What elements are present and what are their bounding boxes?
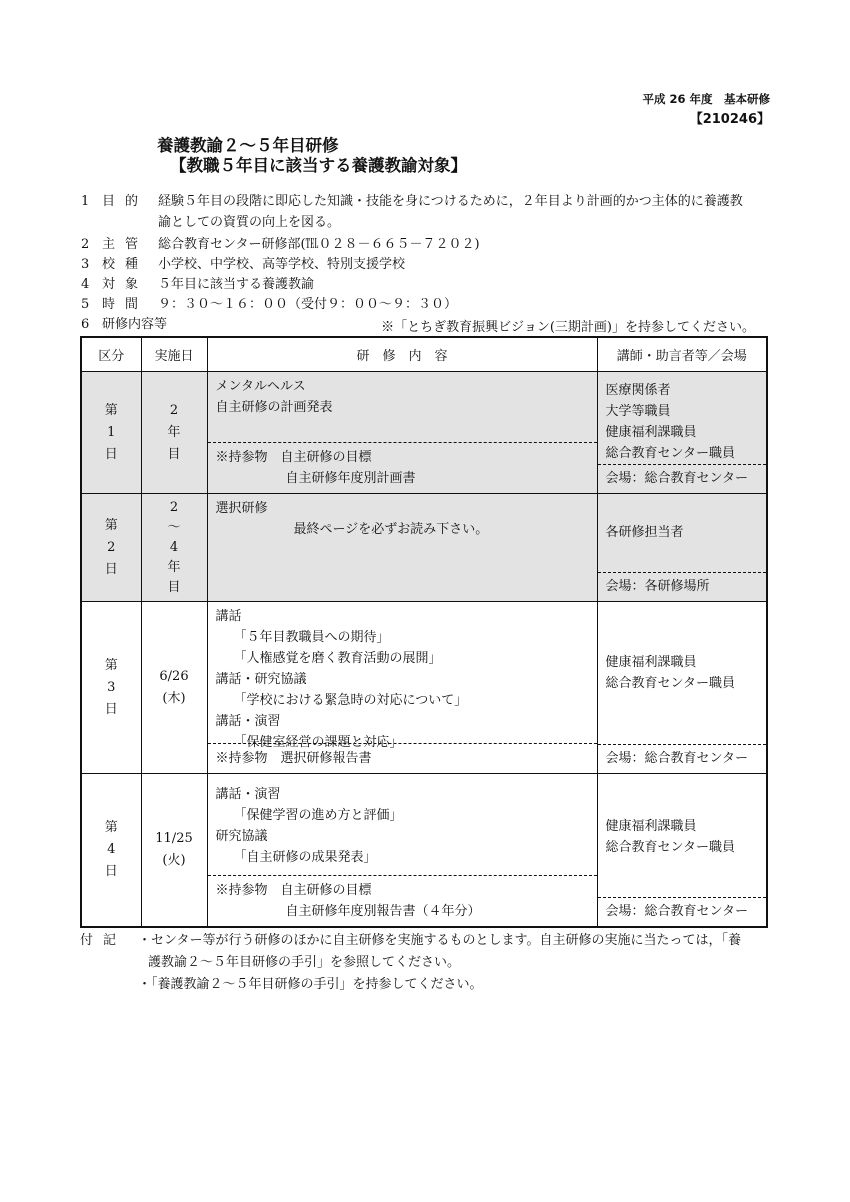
- lecturer-list: [606, 816, 763, 858]
- lecturer-list: [606, 652, 763, 694]
- item-number: 6: [81, 317, 90, 332]
- content-line: メンタルヘルス: [215, 379, 306, 394]
- notes-body: [138, 930, 778, 974]
- date-text: 目: [167, 579, 181, 595]
- note-line: ・センター等が行う研修のほかに自主研修を実施するものとします。自主研修の実施に当たっては，「養: [138, 933, 741, 948]
- header-category: 区分: [81, 337, 141, 372]
- content-line: ※持参物 自主研修の目標: [215, 450, 372, 465]
- content-lower: [208, 875, 597, 926]
- content-line: 講話: [215, 609, 242, 624]
- table-row: [81, 372, 767, 494]
- content-line: 講話・演習: [215, 714, 281, 729]
- date-cell: [141, 602, 207, 774]
- item-number: 3: [81, 257, 90, 272]
- content-line: 最終ページを必ずお読み下さい。: [293, 522, 489, 537]
- lecturer-line: 総合教育センター職員: [605, 840, 735, 855]
- category-text: 第: [104, 402, 118, 418]
- date-cell: [141, 494, 207, 602]
- content-line: 「自主研修の成果発表」: [233, 850, 377, 865]
- content-line: ※持参物 選択研修報告書: [215, 751, 372, 766]
- category-text: 日: [104, 561, 118, 577]
- content-lower: [208, 743, 597, 773]
- date-text: 6/26: [159, 668, 189, 684]
- content-cell: [207, 774, 597, 927]
- lecturer-line: 健康福利課職員: [605, 425, 697, 440]
- lecturer-line: 総合教育センター職員: [605, 676, 735, 691]
- item-text: ５年目に該当する養護教諭: [158, 277, 315, 292]
- item-text: 小学校、中学校、高等学校、特別支援学校: [158, 257, 406, 272]
- content-line: 自主研修の計画発表: [215, 400, 333, 415]
- date-cell: [141, 372, 207, 494]
- category-cell: [81, 494, 141, 602]
- content-cell: [207, 372, 597, 494]
- lecturer-line: 各研修担当者: [605, 525, 684, 540]
- item-text: 総合教育センター研修部(℡０２８－６６５－７２０２): [158, 237, 480, 252]
- date-text: (火): [162, 852, 186, 868]
- content-line: 「学校における緊急時の対応について」: [233, 693, 468, 708]
- lecturer-cell: [597, 774, 767, 927]
- note-line: 護教諭２～５年目研修の手引」を参照してください。: [148, 955, 461, 970]
- date-text: 2: [169, 402, 179, 418]
- item-number: 2: [81, 237, 90, 252]
- category-text: 第: [104, 517, 118, 533]
- lecturer-line: 医療関係者: [605, 383, 671, 398]
- date-text: 2: [169, 499, 179, 515]
- item-label: 目的: [102, 194, 149, 209]
- content-line: 「人権感覚を磨く教育活動の展開」: [233, 651, 442, 666]
- content-lower: [208, 442, 597, 493]
- item-number: 4: [81, 277, 90, 292]
- table-row: [81, 602, 767, 774]
- category-text: 第: [104, 657, 118, 673]
- lecturer-line: 健康福利課職員: [605, 655, 697, 670]
- item-label: 校種: [102, 257, 149, 272]
- item-text: 経験５年目の段階に即応した知識・技能を身につけるために，２年目より計画的かつ主体的に養護教: [158, 194, 743, 209]
- table-header-row: [81, 337, 767, 372]
- page-title: 養護教諭２～５年目研修: [157, 136, 339, 155]
- category-text: 日: [104, 863, 118, 879]
- lecturer-list: [606, 380, 763, 464]
- date-cell: [141, 774, 207, 927]
- lecturer-cell: [597, 494, 767, 602]
- content-cell: [207, 602, 597, 774]
- date-text: 〜: [167, 519, 181, 535]
- date-text: 4: [169, 539, 179, 555]
- item-label: 時間: [102, 297, 149, 312]
- category-cell: [81, 372, 141, 494]
- table-row: [81, 774, 767, 927]
- content-line: 自主研修年度別計画書: [285, 471, 416, 486]
- item-number: 1: [81, 194, 90, 209]
- date-text: 年: [167, 559, 181, 575]
- content-upper: [216, 606, 593, 753]
- header-date: 実施日: [141, 337, 207, 372]
- category-cell: [81, 602, 141, 774]
- content-upper: [216, 498, 593, 540]
- item-label: 研修内容等: [102, 317, 168, 332]
- category-text: 日: [104, 701, 118, 717]
- item-number: 5: [81, 297, 90, 312]
- item-label: 主管: [102, 237, 149, 252]
- lecturer-line: 大学等職員: [605, 404, 671, 419]
- category-text: 4: [107, 841, 116, 857]
- date-text: 年: [167, 424, 181, 440]
- content-line: 自主研修年度別報告書（４年分）: [285, 903, 481, 919]
- item6-note: ※「とちぎ教育振興ビジョン(三期計画)」を持参してください。: [381, 320, 755, 335]
- header-lecturer: 講師・助言者等／会場: [597, 337, 767, 372]
- notes-label: 付記: [80, 933, 127, 948]
- date-text: (木): [162, 690, 186, 706]
- content-upper: [216, 784, 593, 868]
- category-text: 3: [107, 679, 116, 695]
- content-line: 講話・演習: [215, 787, 281, 802]
- category-text: 第: [104, 819, 118, 835]
- category-text: 1: [107, 424, 116, 440]
- table-row: [81, 494, 767, 602]
- lecturer-cell: [597, 602, 767, 774]
- content-line: 選択研修: [215, 501, 268, 516]
- content-line: 「保健学習の進め方と評価」: [233, 808, 403, 823]
- category-text: 2: [107, 539, 116, 555]
- lecturer-line: 健康福利課職員: [605, 819, 697, 834]
- venue: 会場：各研修場所: [598, 572, 767, 601]
- date-text: 目: [167, 446, 181, 462]
- lecturer-cell: [597, 372, 767, 494]
- venue: 会場：総合教育センター: [598, 897, 767, 926]
- item-text: ９：３０～１６：００（受付９：００～９：３０）: [158, 297, 458, 312]
- content-line: ※持参物 自主研修の目標: [215, 882, 372, 898]
- category-cell: [81, 774, 141, 927]
- content-line: 「５年目教職員への期待」: [233, 630, 390, 645]
- venue: 会場：総合教育センター: [598, 464, 767, 493]
- note-line: ・「養護教諭２～５年目研修の手引」を持参してください。: [138, 977, 483, 992]
- fiscal-year-line: 平成 26 年度 基本研修: [642, 92, 770, 106]
- venue: 会場：総合教育センター: [598, 744, 767, 773]
- lecturer-list: [606, 522, 763, 543]
- category-text: 日: [104, 446, 118, 462]
- content-cell: [207, 494, 597, 602]
- schedule-table: [80, 336, 768, 928]
- notes-body-2: [138, 974, 778, 996]
- page-subtitle: 【教職５年目に該当する養護教諭対象】: [170, 156, 467, 175]
- header-content: 研 修 内 容: [207, 337, 597, 372]
- content-line: 講話・研究協議: [215, 672, 307, 687]
- course-code: 【210246】: [689, 112, 770, 127]
- date-text: 11/25: [155, 830, 193, 846]
- item-label: 対象: [102, 277, 149, 292]
- content-upper: [216, 376, 593, 418]
- lecturer-line: 総合教育センター職員: [605, 446, 735, 461]
- content-line: 研究協議: [215, 829, 268, 844]
- item-text-cont: 諭としての資質の向上を図る。: [158, 215, 341, 230]
- content-line: 「保健室経営の課題と対応」: [233, 735, 403, 750]
